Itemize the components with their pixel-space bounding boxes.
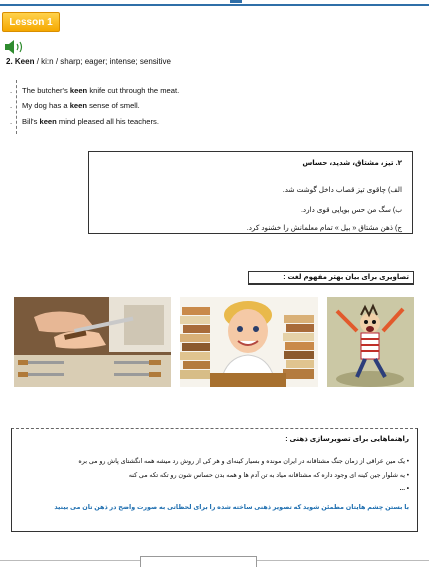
translation-heading: ۲. تیز، مشتاق، شدید، حساس <box>302 158 402 167</box>
examples-divider <box>16 80 18 134</box>
entry-word: Keen <box>14 57 35 66</box>
knife-photo <box>14 297 171 387</box>
lesson-badge: Lesson 1 <box>2 12 60 32</box>
guide-closing-note: با بستن چشم هایتان مطمئن شوید که تصویر ذهنی ساخته شده را برای لحظاتی به صورت واضح در ذهن تان می بینید <box>54 504 409 511</box>
entry-number: 2. <box>6 57 13 66</box>
guide-title: راهنماهایی برای تصویرسازی ذهنی : <box>285 436 409 443</box>
example-sentence: . The butcher's keen knife cut through the meat. <box>10 86 180 95</box>
top-mark <box>230 0 242 3</box>
translation-line: الف) چاقوی تیز قصاب داخل گوشت شد. <box>282 185 402 194</box>
entry-definition: / ki:n / sharp; eager; intense; sensitive <box>36 57 171 66</box>
student-with-books-photo <box>180 297 318 387</box>
guide-bullet: • یه شلوار جین کینه ای وجود داره که مشتاقانه میاد به تن آدم ها و همه بدن حساس شون رو تکه تکه می کنه <box>128 472 409 479</box>
images-header: تصاویری برای بیان بهتر مفهوم لغت : <box>248 271 414 285</box>
word-entry <box>6 57 171 66</box>
translation-line: ب) سگ من حس بویایی قوی دارد. <box>300 205 402 214</box>
example-sentence: . My dog has a keen sense of smell. <box>10 101 140 110</box>
guide-bullet: • یک مین عراقی از زمان جنگ مشتاقانه در ایران مونده و بسیار کینه‌ای و هر کی از روش رد میشه همه انگشتای پاش رو می بره <box>78 458 409 465</box>
translation-line: ج) ذهن مشتاق « بیل » تمام معلمانش را خشنود کرد. <box>246 223 402 232</box>
top-rule <box>0 4 429 6</box>
guide-bullet: • ... <box>399 485 409 492</box>
speaker-icon[interactable] <box>4 40 26 54</box>
excited-cartoon-photo <box>327 297 414 387</box>
visualization-guide-box <box>11 428 418 532</box>
page-footer-tab <box>140 556 257 567</box>
example-sentence: . Bill's keen mind pleased all his teachers. <box>10 117 159 126</box>
translation-box <box>88 151 413 234</box>
